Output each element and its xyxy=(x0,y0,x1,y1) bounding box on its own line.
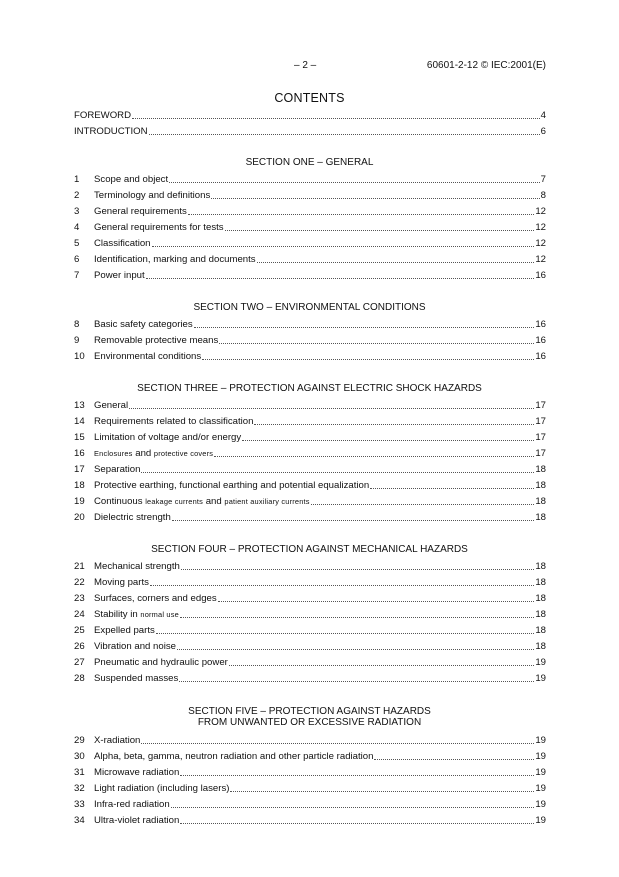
toc-entry-page: 6 xyxy=(540,126,546,137)
toc-entry-title: Requirements related to classification xyxy=(94,416,254,427)
toc-entry-title: Basic safety categories xyxy=(94,319,193,330)
toc-entry-page: 8 xyxy=(540,190,546,201)
toc-entry-title: Pneumatic and hydraulic power xyxy=(94,657,228,668)
toc-entry[interactable] xyxy=(74,607,546,621)
toc-entry-number: 8 xyxy=(74,319,80,330)
toc-entry-page: 19 xyxy=(535,735,546,746)
toc-entry-page: 12 xyxy=(535,238,546,249)
toc-entry-number: 26 xyxy=(74,641,85,652)
toc-entry-page: 18 xyxy=(535,641,546,652)
toc-entry-page: 18 xyxy=(535,561,546,572)
toc-entry-title xyxy=(94,609,179,621)
toc-entry-page: 19 xyxy=(535,673,546,684)
toc-entry-title: General requirements xyxy=(94,206,187,217)
toc-entry[interactable] xyxy=(74,204,546,218)
dot-leader xyxy=(152,238,535,247)
toc-entry-title: Dielectric strength xyxy=(94,512,171,523)
toc-entry-number: 9 xyxy=(74,335,80,346)
dot-leader xyxy=(149,126,540,135)
dot-leader xyxy=(225,222,535,231)
dot-leader xyxy=(374,751,534,760)
dot-leader xyxy=(194,319,535,328)
toc-entry[interactable] xyxy=(74,333,546,347)
toc-entry-page: 7 xyxy=(540,174,546,185)
dot-leader xyxy=(180,609,534,618)
toc-entry-page: 17 xyxy=(535,448,546,459)
toc-entry[interactable] xyxy=(74,765,546,779)
dot-leader xyxy=(150,577,534,586)
section-heading-three: SECTION THREE – PROTECTION AGAINST ELECTRIC SHOCK HAZARDS xyxy=(137,383,482,394)
defined-term: leakage currents xyxy=(145,497,204,506)
toc-entry-introduction[interactable] xyxy=(74,124,546,138)
toc-entry-number: 31 xyxy=(74,767,85,778)
toc-entry[interactable] xyxy=(74,236,546,250)
toc-entry[interactable] xyxy=(74,317,546,331)
toc-entry-page: 18 xyxy=(535,577,546,588)
toc-entry-title: INTRODUCTION xyxy=(74,126,148,137)
title-fragment: Continuous xyxy=(94,496,146,507)
page-number: – 2 – xyxy=(294,60,317,71)
toc-entry-title: Removable protective means xyxy=(94,335,219,346)
toc-entry-title: Expelled parts xyxy=(94,625,155,636)
toc-entry-number: 30 xyxy=(74,751,85,762)
dot-leader xyxy=(146,270,535,279)
toc-entry-page: 18 xyxy=(535,512,546,523)
toc-entry-number: 33 xyxy=(74,799,85,810)
section-heading-five: SECTION FIVE – PROTECTION AGAINST HAZARDS xyxy=(188,706,431,717)
toc-entry-title: Moving parts xyxy=(94,577,149,588)
toc-entry-page: 4 xyxy=(540,110,546,121)
toc-entry-number: 14 xyxy=(74,416,85,427)
toc-entry-number: 13 xyxy=(74,400,85,411)
toc-entry-page: 16 xyxy=(535,319,546,330)
title-fragment: and xyxy=(132,448,154,459)
toc-entry-number: 34 xyxy=(74,815,85,826)
toc-entry-page: 19 xyxy=(535,767,546,778)
toc-entry-title: Alpha, beta, gamma, neutron radiation and other particle radiation xyxy=(94,751,374,762)
toc-entry-number: 25 xyxy=(74,625,85,636)
toc-entry-page: 17 xyxy=(535,432,546,443)
toc-entry-number: 6 xyxy=(74,254,80,265)
dot-leader xyxy=(129,400,534,409)
toc-entry-number: 18 xyxy=(74,480,85,491)
dot-leader xyxy=(202,351,534,360)
title-fragment: Stability in xyxy=(94,609,141,620)
toc-entry-number: 2 xyxy=(74,190,80,201)
dot-leader xyxy=(181,561,534,570)
dot-leader xyxy=(229,657,534,666)
toc-entry[interactable] xyxy=(74,591,546,605)
toc-entry-title: Terminology and definitions xyxy=(94,190,211,201)
toc-entry-title: Ultra-violet radiation xyxy=(94,815,180,826)
section-heading-two: SECTION TWO – ENVIRONMENTAL CONDITIONS xyxy=(193,302,426,313)
contents-title: CONTENTS xyxy=(274,91,345,105)
toc-entry-title: Infra-red radiation xyxy=(94,799,170,810)
toc-entry-page: 17 xyxy=(535,400,546,411)
toc-entry[interactable] xyxy=(74,220,546,234)
dot-leader xyxy=(179,673,534,682)
toc-entry-title: Separation xyxy=(94,464,141,475)
dot-leader xyxy=(214,448,534,457)
toc-entry[interactable] xyxy=(74,575,546,589)
toc-entry-page: 18 xyxy=(535,593,546,604)
toc-entry-number: 19 xyxy=(74,496,85,507)
toc-entry-title xyxy=(94,448,213,460)
section-heading-five-line2: FROM UNWANTED OR EXCESSIVE RADIATION xyxy=(197,717,422,728)
toc-entry-page: 18 xyxy=(535,609,546,620)
dot-leader xyxy=(254,416,534,425)
toc-entry-number: 10 xyxy=(74,351,85,362)
toc-entry-title: Suspended masses xyxy=(94,673,179,684)
dot-leader xyxy=(141,735,534,744)
toc-entry-number: 27 xyxy=(74,657,85,668)
toc-entry-number: 32 xyxy=(74,783,85,794)
toc-entry[interactable] xyxy=(74,797,546,811)
toc-entry-number: 28 xyxy=(74,673,85,684)
toc-entry-title: X-radiation xyxy=(94,735,141,746)
toc-entry-title: Protective earthing, functional earthing and potential equalization xyxy=(94,480,370,491)
dot-leader xyxy=(370,480,534,489)
defined-term: normal use xyxy=(140,610,179,619)
toc-entry-title: Identification, marking and documents xyxy=(94,254,256,265)
toc-entry-number: 21 xyxy=(74,561,85,572)
toc-entry-title: FOREWORD xyxy=(74,110,132,121)
toc-entry-page: 12 xyxy=(535,222,546,233)
dot-leader xyxy=(257,254,535,263)
toc-entry-number: 17 xyxy=(74,464,85,475)
toc-entry[interactable] xyxy=(74,510,546,524)
toc-entry[interactable] xyxy=(74,655,546,669)
dot-leader xyxy=(180,815,534,824)
toc-entry-page: 19 xyxy=(535,657,546,668)
toc-entry-page: 18 xyxy=(535,464,546,475)
toc-entry[interactable] xyxy=(74,623,546,637)
dot-leader xyxy=(177,641,534,650)
dot-leader xyxy=(242,432,534,441)
toc-entry[interactable] xyxy=(74,462,546,476)
toc-entry-title: Environmental conditions xyxy=(94,351,202,362)
dot-leader xyxy=(156,625,535,634)
toc-entry-number: 15 xyxy=(74,432,85,443)
dot-leader xyxy=(211,190,539,199)
toc-entry-foreword[interactable] xyxy=(74,108,546,122)
toc-entry-number: 23 xyxy=(74,593,85,604)
toc-entry[interactable] xyxy=(74,430,546,444)
toc-entry-number: 16 xyxy=(74,448,85,459)
toc-entry[interactable] xyxy=(74,781,546,795)
toc-entry-page: 19 xyxy=(535,815,546,826)
toc-entry[interactable] xyxy=(74,268,546,282)
title-fragment: and xyxy=(203,496,225,507)
toc-entry-page: 18 xyxy=(535,480,546,491)
toc-entry-title: Surfaces, corners and edges xyxy=(94,593,217,604)
toc-entry-page: 12 xyxy=(535,206,546,217)
toc-entry[interactable] xyxy=(74,172,546,186)
toc-entry-number: 7 xyxy=(74,270,80,281)
toc-entry[interactable] xyxy=(74,188,546,202)
toc-entry-title: Vibration and noise xyxy=(94,641,176,652)
defined-term: Enclosures xyxy=(94,449,133,458)
toc-entry-number: 22 xyxy=(74,577,85,588)
toc-entry-number: 1 xyxy=(74,174,80,185)
dot-leader xyxy=(188,206,535,215)
defined-term: patient auxiliary currents xyxy=(224,497,310,506)
toc-entry-page: 16 xyxy=(535,351,546,362)
dot-leader xyxy=(219,335,534,344)
toc-entry[interactable] xyxy=(74,446,546,460)
section-heading-one: SECTION ONE – GENERAL xyxy=(245,157,374,168)
toc-entry[interactable] xyxy=(74,494,546,508)
toc-entry-title: Limitation of voltage and/or energy xyxy=(94,432,242,443)
toc-entry-title: Power input xyxy=(94,270,145,281)
toc-entry-page: 16 xyxy=(535,270,546,281)
toc-entry[interactable] xyxy=(74,749,546,763)
toc-entry-number: 4 xyxy=(74,222,80,233)
defined-term: protective covers xyxy=(153,449,214,458)
toc-entry[interactable] xyxy=(74,671,546,685)
toc-entry-title: Microwave radiation xyxy=(94,767,180,778)
toc-entry-number: 20 xyxy=(74,512,85,523)
dot-leader xyxy=(132,110,540,119)
section-heading-four: SECTION FOUR – PROTECTION AGAINST MECHANICAL HAZARDS xyxy=(151,544,468,555)
toc-entry-number: 24 xyxy=(74,609,85,620)
dot-leader xyxy=(230,783,534,792)
toc-entry[interactable] xyxy=(74,349,546,363)
toc-entry-title: General requirements for tests xyxy=(94,222,224,233)
toc-entry-page: 18 xyxy=(535,625,546,636)
toc-entry[interactable] xyxy=(74,398,546,412)
toc-entry[interactable] xyxy=(74,478,546,492)
toc-entry-title: Scope and object xyxy=(94,174,169,185)
toc-entry[interactable] xyxy=(74,252,546,266)
toc-entry-page: 19 xyxy=(535,751,546,762)
toc-entry-title: General xyxy=(94,400,129,411)
toc-entry-title: Classification xyxy=(94,238,151,249)
dot-leader xyxy=(172,512,535,521)
toc-entry-title: Light radiation (including lasers) xyxy=(94,783,230,794)
dot-leader xyxy=(311,496,535,505)
dot-leader xyxy=(180,767,534,776)
toc-entry-title: Mechanical strength xyxy=(94,561,180,572)
toc-entry-page: 16 xyxy=(535,335,546,346)
toc-entry-number: 29 xyxy=(74,735,85,746)
toc-entry-page: 12 xyxy=(535,254,546,265)
dot-leader xyxy=(218,593,535,602)
toc-entry[interactable] xyxy=(74,813,546,827)
dot-leader xyxy=(171,799,535,808)
toc-entry-page: 19 xyxy=(535,783,546,794)
toc-entry-page: 17 xyxy=(535,416,546,427)
toc-entry[interactable] xyxy=(74,559,546,573)
dot-leader xyxy=(141,464,534,473)
toc-entry[interactable] xyxy=(74,414,546,428)
document-id: 60601-2-12 © IEC:2001(E) xyxy=(426,60,546,71)
toc-entry[interactable] xyxy=(74,733,546,747)
dot-leader xyxy=(169,174,540,183)
toc-entry-page: 18 xyxy=(535,496,546,507)
toc-entry-title xyxy=(94,496,310,508)
toc-entry[interactable] xyxy=(74,639,546,653)
toc-entry-number: 3 xyxy=(74,206,80,217)
toc-entry-number: 5 xyxy=(74,238,80,249)
toc-entry-page: 19 xyxy=(535,799,546,810)
